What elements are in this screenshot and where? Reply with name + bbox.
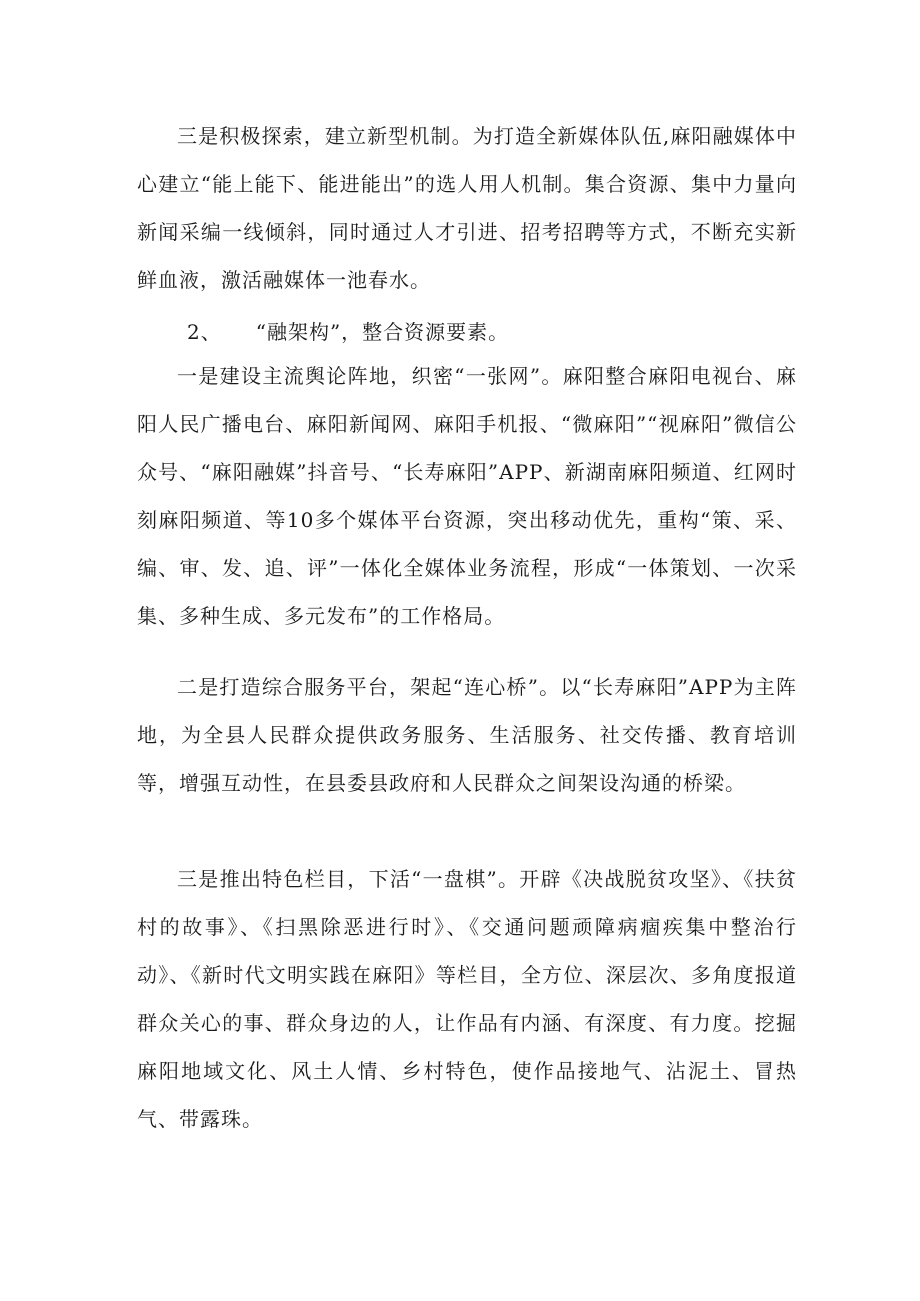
section-heading bbox=[137, 308, 797, 356]
paragraph-public-opinion-network: 一是建设主流舆论阵地，织密“一张网”。麻阳整合麻阳电视台、麻阳人民广播电台、麻阳新闻网、麻阳手机报、“微麻阳”“视麻阳”微信公众号、“麻阳融媒”抖音号、“长寿麻阳”APP、新湖南麻阳频道、红网时刻麻阳频道、等10多个媒体平台资源，突出移动优先，重构“策、采、编、审、发、追、评”一体化全媒体业务流程，形成“一体策划、一次采集、多种生成、多元发布”的工作格局。 bbox=[137, 364, 797, 628]
paragraph-featured-columns: 三是推出特色栏目，下活“一盘棋”。开辟《决战脱贫攻坚》、《扶贫村的故事》、《扫黑除恶进行时》、《交通问题顽障病痼疾集中整治行动》、《新时代文明实践在麻阳》等栏目，全方位、深层次、多角度报道群众关心的事、群众身边的人，让作品有内涵、有深度、有力度。挖掘麻阳地域文化、风土人情、乡村特色，使作品接地气、沾泥土、冒热气、带露珠。 bbox=[137, 867, 797, 1131]
paragraph-service-platform: 二是打造综合服务平台，架起“连心桥”。以“长寿麻阳”APP为主阵地，为全县人民群众提供政务服务、生活服务、社交传播、教育培训等，增强互动性，在县委县政府和人民群众之间架设沟通的桥梁。 bbox=[137, 675, 797, 795]
section-number: 2、 bbox=[187, 320, 222, 344]
section-title: “融架构”，整合资源要素。 bbox=[255, 320, 510, 344]
paragraph-new-mechanism: 三是积极探索，建立新型机制。为打造全新媒体队伍,麻阳融媒体中心建立“能上能下、能进能出”的选人用人机制。集合资源、集中力量向新闻采编一线倾斜，同时通过人才引进、招考招聘等方式，不断充实新鲜血液，激活融媒体一池春水。 bbox=[137, 124, 797, 292]
